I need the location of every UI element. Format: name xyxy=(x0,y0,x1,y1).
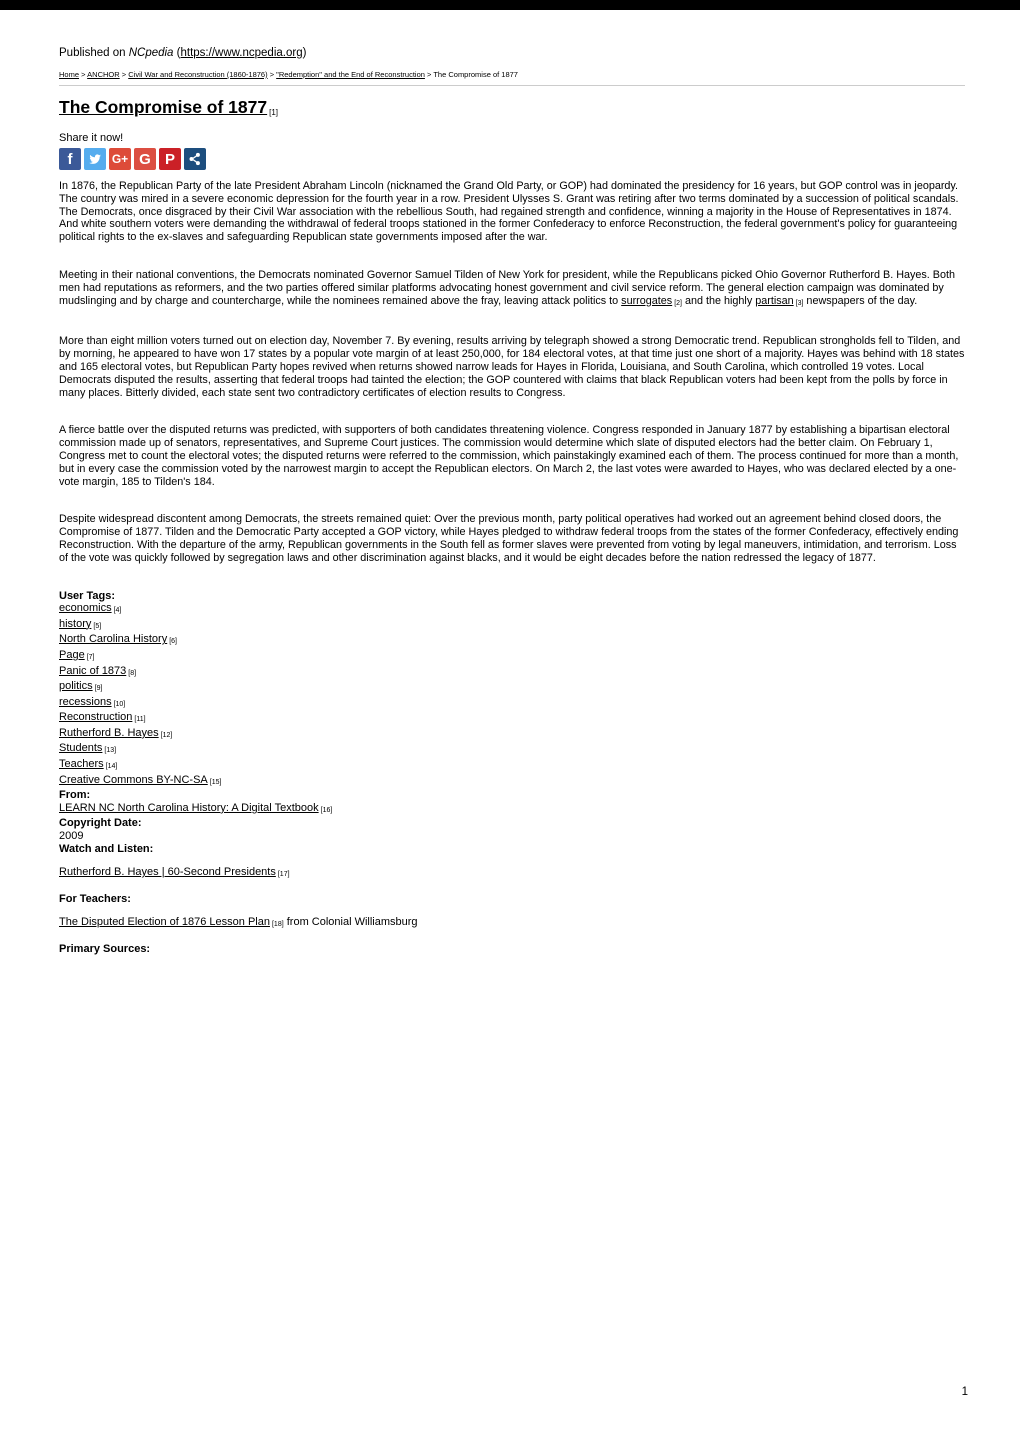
breadcrumb-separator: > xyxy=(424,70,434,79)
tag-link[interactable]: Students xyxy=(59,742,103,755)
footnote-ref: [3] xyxy=(795,299,804,307)
footnote-ref: [2] xyxy=(674,299,682,307)
breadcrumb-current: The Compromise of 1877 xyxy=(433,70,518,79)
watch-listen-link[interactable]: Rutherford B. Hayes | 60-Second Presidents xyxy=(59,866,276,879)
site-url-link[interactable]: https://www.ncpedia.org xyxy=(180,47,303,59)
tag-line xyxy=(59,680,965,696)
publisher-line xyxy=(59,47,965,59)
watch-listen-label: Watch and Listen: xyxy=(59,842,154,855)
breadcrumb-divider xyxy=(59,85,965,86)
tag-line xyxy=(59,618,965,634)
article-paragraph xyxy=(59,513,965,564)
twitter-icon[interactable] xyxy=(84,148,106,170)
footnote-ref: [9] xyxy=(94,685,103,693)
tag-link[interactable]: politics xyxy=(59,680,93,693)
article-paragraph xyxy=(59,424,965,488)
lesson-plan-suffix: from Colonial Williamsburg xyxy=(283,916,418,929)
footnote-ref: [14] xyxy=(105,763,118,771)
tag-line xyxy=(59,696,965,712)
icon-glyph: f xyxy=(67,150,73,168)
footnote-ref: [12] xyxy=(160,731,173,739)
tag-link[interactable]: Rutherford B. Hayes xyxy=(59,726,159,739)
share-label: Share it now! xyxy=(59,132,124,144)
paragraph-text: and the highly xyxy=(681,294,756,307)
article-body xyxy=(59,180,965,565)
footnote-ref: [8] xyxy=(128,669,137,677)
breadcrumb-separator: > xyxy=(79,70,88,79)
footnote-ref: [7] xyxy=(86,653,95,661)
paragraph-text: Despite widespread discontent among Democrats, the streets remained quiet: Over the previous month, party political operatives had worked out an agreement behind closed doors, the Compromise of 1877. Tilden and the Democratic Party accepted a GOP victory, while Hayes pledged to withdraw federal troops from the states of the former Confederacy, effectively ending Reconstruction. With the departure of the army, Republican governments in the South fell as former slaves were prevented from voting by legal maneuvers, intimidation, and terrorism. Loss of the vote was quickly followed by segregation laws and other discrimination against blacks, and it would be eight decades before the nation redressed the legacy of 1877. xyxy=(59,513,959,564)
tag-line xyxy=(59,649,965,665)
page-title-text: The Compromise of 1877 xyxy=(59,97,268,117)
page-title xyxy=(59,97,965,118)
paragraph-text: In 1876, the Republican Party of the late President Abraham Lincoln (nicknamed the Grand Old Party, or GOP) had dominated the presidency for 16 years, but GOP control was in jeopardy. The country was mired in a severe economic depression for the fourth year in a row. President Ulysses S. Grant was retiring after two terms dominated by a succession of political scandals. The Democrats, once disgraced by their Civil War association with the rebellious South, had regained strength and confidence, winning a majority in the House of Representatives in 1874. And white southern voters were demanding the withdrawal of federal troops stationed in the former Confederacy to enforce Reconstruction, the federal government's policy for guaranteeing political rights to the ex-slaves and safeguarding Republican state governments imposed after the war. xyxy=(59,180,959,244)
tag-line xyxy=(59,665,965,681)
page-number: 1 xyxy=(961,1386,968,1398)
for-teachers-label: For Teachers: xyxy=(59,892,131,905)
from-link[interactable]: LEARN NC North Carolina History: A Digital Textbook xyxy=(59,801,319,814)
footnote-ref: [17] xyxy=(277,871,290,879)
footnote-ref: [4] xyxy=(113,607,122,615)
published-prefix: Published on xyxy=(59,47,129,59)
tag-link[interactable]: history xyxy=(59,617,92,630)
tag-line xyxy=(59,774,965,790)
lesson-plan-link[interactable]: The Disputed Election of 1876 Lesson Plan xyxy=(59,916,270,929)
tag-link[interactable]: Creative Commons BY-NC-SA xyxy=(59,773,208,786)
inline-link[interactable]: partisan xyxy=(755,294,794,307)
breadcrumb-link[interactable]: "Redemption" and the End of Reconstruction xyxy=(276,70,425,79)
tag-line xyxy=(59,633,965,649)
tag-link[interactable]: recessions xyxy=(59,695,112,708)
tag-link[interactable]: Reconstruction xyxy=(59,711,133,724)
paragraph-text: Meeting in their national conventions, the Democrats nominated Governor Samuel Tilden of New York for president, while the Republicans picked Ohio Governor Rutherford B. Hayes. Both men had reputations as reformers, and the two parties offered similar platforms advocating honest government and civil service reform. The general election campaign was dominated by mudslinging and by charge and countercharge, while the nominees remained above the fray, leaving attack politics to xyxy=(59,268,956,307)
icon-glyph: G xyxy=(139,150,151,168)
tag-link[interactable]: economics xyxy=(59,602,112,615)
article-paragraph xyxy=(59,180,965,244)
from-line xyxy=(59,802,965,818)
footnote-ref: [5] xyxy=(93,622,102,630)
tag-link[interactable]: North Carolina History xyxy=(59,633,168,646)
user-tags-list xyxy=(59,602,965,789)
tag-link[interactable]: Panic of 1873 xyxy=(59,664,127,677)
tag-line xyxy=(59,742,965,758)
breadcrumb-link[interactable]: ANCHOR xyxy=(87,70,120,79)
icon-glyph: P xyxy=(164,150,175,168)
tag-line xyxy=(59,602,965,618)
copyright-label: Copyright Date: xyxy=(59,817,142,830)
share-icons-row xyxy=(59,148,965,170)
tag-link[interactable]: Page xyxy=(59,648,85,661)
copyright-value: 2009 xyxy=(59,830,84,843)
top-bar xyxy=(0,0,1020,10)
article-paragraph xyxy=(59,335,965,399)
paragraph-text: A fierce battle over the disputed returns was predicted, with supporters of both candidates threatening violence. Congress responded in January 1877 by establishing a bipartisan electoral commission made up of senators, representatives, and Supreme Court justices. The commission would determine which slate of disputed electors had the better claim. On February 1, Congress met to count the electoral votes; the disputed returns were referred to the commission, which painstakingly examined each of them. The process continued for more than a month, but in every case the commission voted by the narrowest margin to accept the Republican electors. On March 2, the last votes were awarded to Hayes, who was declared elected by a one-vote margin, 185 to Tilden's 184. xyxy=(59,424,959,488)
breadcrumb-separator: > xyxy=(267,70,277,79)
pinterest-icon[interactable] xyxy=(159,148,181,170)
primary-sources-label: Primary Sources: xyxy=(59,943,151,955)
addthis-share-icon[interactable] xyxy=(184,148,206,170)
footnote-ref: [16] xyxy=(320,806,333,814)
tag-line xyxy=(59,758,965,774)
icon-glyph: G+ xyxy=(111,152,129,166)
site-name: NCpedia xyxy=(128,47,174,59)
breadcrumb xyxy=(59,70,965,79)
facebook-icon[interactable] xyxy=(59,148,81,170)
title-footnote-ref: [1] xyxy=(269,108,279,117)
breadcrumb-separator: > xyxy=(119,70,129,79)
inline-link[interactable]: surrogates xyxy=(621,294,673,307)
user-tags-label: User Tags: xyxy=(59,589,116,602)
from-label: From: xyxy=(59,789,91,802)
paragraph-text: newspapers of the day. xyxy=(803,294,918,307)
page-content xyxy=(59,10,965,956)
footnote-ref: [13] xyxy=(104,747,117,755)
footnote-ref: [18] xyxy=(271,921,284,929)
paren-close-char: ) xyxy=(302,47,307,59)
footnote-ref: [10] xyxy=(113,700,126,708)
for-teachers-line xyxy=(59,916,965,932)
tag-link[interactable]: Teachers xyxy=(59,758,104,771)
breadcrumb-link[interactable]: Civil War and Reconstruction (1860-1876) xyxy=(128,70,268,79)
google-plus-icon[interactable] xyxy=(109,148,131,170)
tag-line xyxy=(59,711,965,727)
footnote-ref: [15] xyxy=(209,778,222,786)
article-paragraph xyxy=(59,269,965,310)
watch-listen-line xyxy=(59,866,965,882)
paragraph-text: More than eight million voters turned out on election day, November 7. By evening, results arriving by telegraph showed a strong Democratic trend. Republican strongholds fell to Tilden, and by morning, he appeared to have won 17 states by a popular vote margin of at least 250,000, for 184 electoral votes, at that time just one short of a majority. Hayes was behind with 18 states and 165 electoral votes, but Republican Party hopes revived when returns showed narrow leads for Hayes in Florida, Louisiana, and South Carolina, which controlled 19 votes. Local Democrats disputed the results, asserting that federal troops had tainted the election; the GOP countered with claims that black Republican voters had been kept from the polls by force in many places. Bitterly divided, each state sent two contradictory certificates of election results to Congress. xyxy=(59,335,965,399)
footnote-ref: [11] xyxy=(134,716,146,724)
breadcrumb-link[interactable]: Home xyxy=(59,70,80,79)
paren-open-char: ( xyxy=(176,47,181,59)
footnote-ref: [6] xyxy=(169,638,177,646)
google-icon[interactable] xyxy=(134,148,156,170)
user-tags-section xyxy=(59,590,965,790)
meta-section xyxy=(59,789,965,955)
tag-line xyxy=(59,727,965,743)
